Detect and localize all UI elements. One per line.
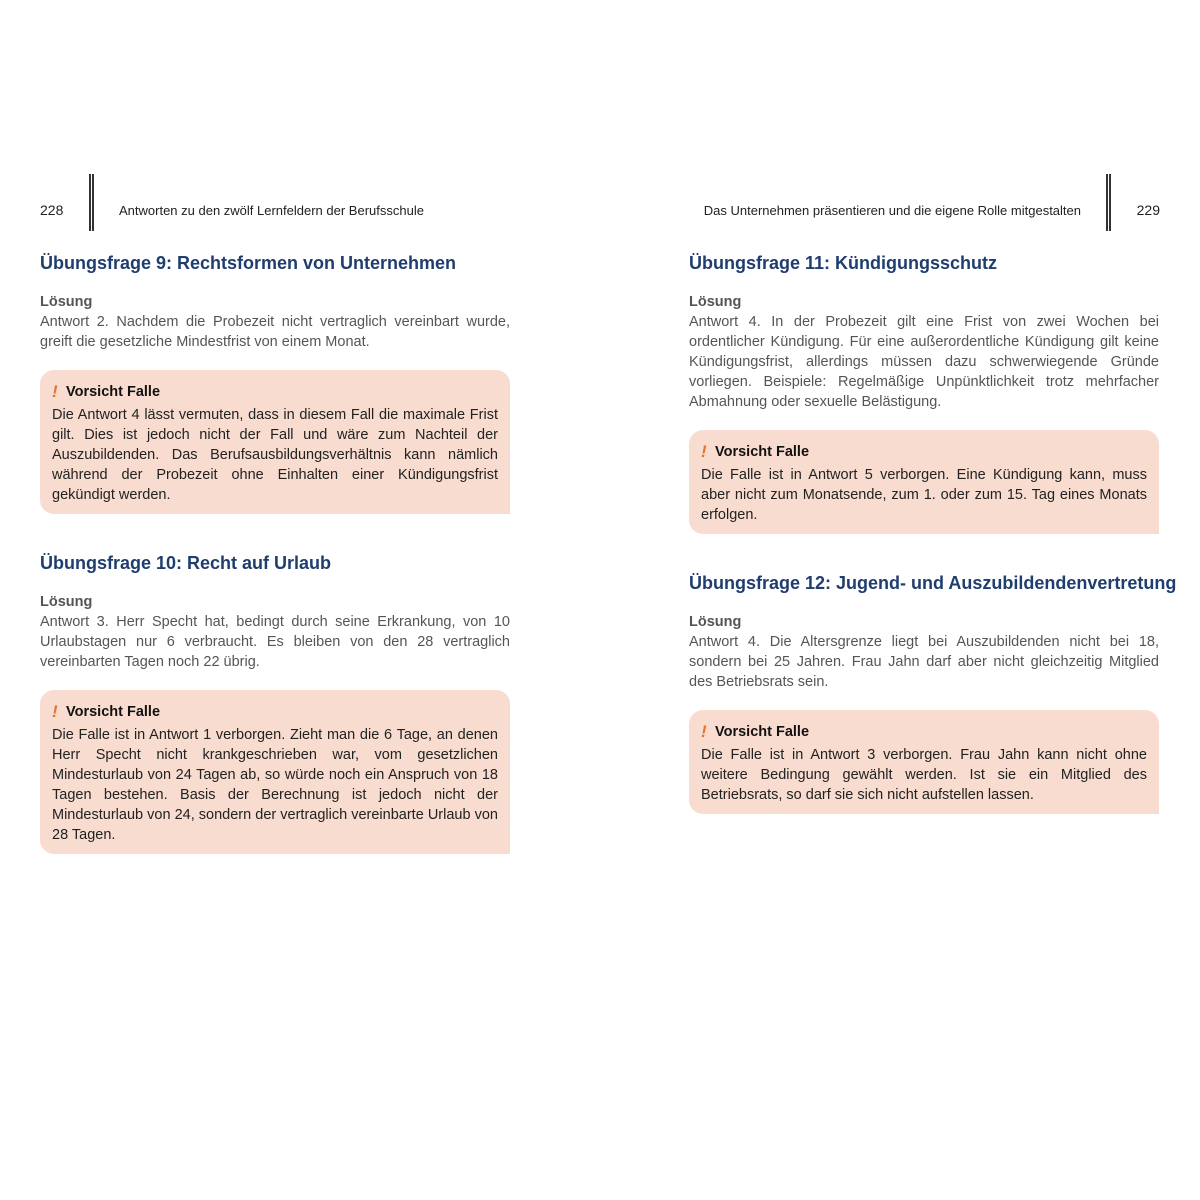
warning-text: Die Falle ist in Antwort 1 verborgen. Zieht man die 6 Tage, an denen Herr Specht nicht krankgeschrieben war, vom gesetzlichen Mindesturlaub von 24 Tagen ab, so würde noch ein Anspruch von 18 Tagen bestehen. Basis der Berechnung ist jedoch nicht der Mindesturlaub von 24, sondern der vertraglich vereinbarte Urlaub von 28 Tagen.: [52, 727, 498, 843]
solution-text: Antwort 4. Die Altersgrenze liegt bei Auszubildenden nicht bei 18, sondern bei 25 Jahren. Frau Jahn darf aber nicht gleichzeitig Mitglied des Betriebsrats sein.: [689, 634, 1159, 690]
exercise-11: [689, 253, 1159, 590]
solution-text: Antwort 2. Nachdem die Probezeit nicht vertraglich vereinbart wurde, greift die gesetzliche Mindestfrist von einem Monat.: [40, 314, 510, 350]
page-header: [600, 172, 1200, 232]
warning-box: [689, 710, 1159, 814]
exercise-title: Übungsfrage 12: Jugend- und Auszubildendenvertretung: [689, 573, 1177, 593]
header-divider: [1106, 174, 1111, 231]
warning-text: Die Falle ist in Antwort 3 verborgen. Frau Jahn kann nicht ohne weitere Bedingung gewählt werden. Ist sie ein Mitglied des Betriebsrats, so darf sie sich nicht aufstellen lassen.: [701, 747, 1147, 803]
solution-text: Antwort 3. Herr Specht hat, bedingt durch seine Erkrankung, von 10 Urlaubstagen nur 6 verbraucht. Es bleiben von den 28 vertraglich vereinbarten Tagen noch 22 übrig.: [40, 614, 510, 670]
warning-title: Vorsicht Falle: [66, 704, 161, 720]
exercise-title: Übungsfrage 10: Recht auf Urlaub: [40, 553, 332, 573]
warning-box: [40, 690, 510, 854]
warning-title: Vorsicht Falle: [715, 444, 810, 460]
running-header: Antworten zu den zwölf Lernfeldern der Berufsschule: [119, 203, 424, 218]
exclamation-icon: !: [701, 722, 707, 741]
warning-text: Die Antwort 4 lässt vermuten, dass in diesem Fall die maximale Frist gilt. Dies ist jedoch nicht der Fall und wäre zum Nachteil der Auszubildenden. Das Berufsausbildungsverhältnis kann nämlich während der Probezeit ohne Einhalten einer Kündigungsfrist gekündigt werden.: [52, 407, 498, 503]
warning-title: Vorsicht Falle: [66, 384, 161, 400]
warning-box: [689, 430, 1159, 534]
warning-title: Vorsicht Falle: [715, 724, 810, 740]
page-header: [0, 172, 600, 232]
running-header: Das Unternehmen präsentieren und die eigene Rolle mitgestalten: [703, 203, 1081, 218]
warning-box: [40, 370, 510, 514]
exercise-9: [40, 253, 510, 570]
exercise-title: Übungsfrage 11: Kündigungsschutz: [689, 253, 998, 273]
exclamation-icon: !: [701, 442, 707, 461]
exercise-12: [689, 573, 1177, 870]
warning-text: Die Falle ist in Antwort 5 verborgen. Eine Kündigung kann, muss aber nicht zum Monatsende, zum 1. oder zum 15. Tag eines Monats erfolgen.: [701, 467, 1147, 523]
solution-label: Lösung: [689, 614, 742, 630]
page-number: 228: [40, 202, 64, 218]
exercise-title: Übungsfrage 9: Rechtsformen von Unternehmen: [40, 253, 457, 273]
page-number: 229: [1136, 202, 1160, 218]
exclamation-icon: !: [52, 382, 58, 401]
right-page: [600, 0, 1200, 1200]
exclamation-icon: !: [52, 702, 58, 721]
solution-label: Lösung: [689, 294, 742, 310]
solution-label: Lösung: [40, 294, 93, 310]
header-divider: [89, 174, 94, 231]
exercise-10: [40, 553, 510, 910]
solution-text: Antwort 4. In der Probezeit gilt eine Frist von zwei Wochen bei ordentlicher Kündigung. Für eine außerordentliche Kündigung gilt keine Kündigungsfrist, allerdings müssen dazu schwerwiegende Gründe vorliegen. Beispiele: Regelmäßige Unpünktlichkeit trotz mehrfacher Abmahnung oder sexuelle Belästigung.: [689, 314, 1159, 410]
solution-label: Lösung: [40, 594, 93, 610]
